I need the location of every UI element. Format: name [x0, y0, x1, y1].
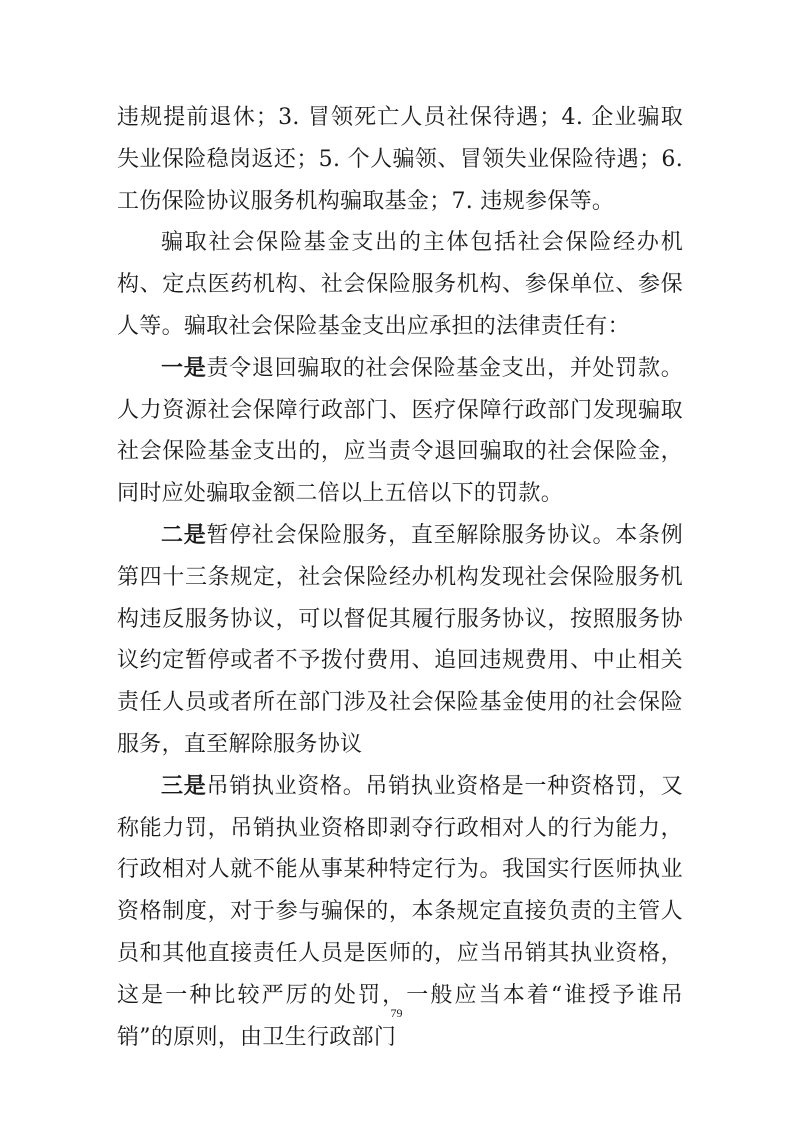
- paragraph-4: [117, 515, 683, 766]
- paragraph-5-text: 吊销执业资格。吊销执业资格是一种资格罚，又称能力罚，吊销执业资格即剥夺行政相对人的行为能力，行政相对人就不能从事某种特定行为。我国实行医师执业资格制度，对于参与骗保的，本条规定直接负责的主管人员和其他直接责任人员是医师的，应当吊销其执业资格，这是一种比较严厉的处罚，一般应当本着“谁授予谁吊销”的原则，由卫生行政部门: [117, 773, 683, 1050]
- paragraph-3-lead: 一是: [161, 354, 207, 381]
- paragraph-2: [117, 222, 683, 347]
- paragraph-2-text: 骗取社会保险基金支出的主体包括社会保险经办机构、定点医药机构、社会保险服务机构、参保单位、参保人等。骗取社会保险基金支出应承担的法律责任有：: [117, 230, 683, 339]
- paragraph-4-text: 暂停社会保险服务，直至解除服务协议。本条例第四十三条规定，社会保险经办机构发现社会保险服务机构违反服务协议，可以督促其履行服务协议，按照服务协议约定暂停或者不予拨付费用、追回违规费用、中止相关责任人员或者所在部门涉及社会保险基金使用的社会保险服务，直至解除服务协议: [117, 522, 683, 757]
- paragraph-4-lead: 二是: [161, 521, 207, 548]
- body-text: [117, 97, 683, 1058]
- paragraph-3: [117, 348, 683, 515]
- page-number: 79: [390, 1006, 403, 1020]
- paragraph-1: [117, 97, 683, 222]
- paragraph-1-text: 违规提前退休；3. 冒领死亡人员社保待遇；4. 企业骗取失业保险稳岗返还；5. 个人骗领、冒领失业保险待遇；6. 工伤保险协议服务机构骗取基金；7. 违规参保等。: [117, 105, 683, 214]
- paragraph-5-lead: 三是: [161, 772, 207, 799]
- paragraph-3-text: 责令退回骗取的社会保险基金支出，并处罚款。人力资源社会保障行政部门、医疗保障行政部门发现骗取社会保险基金支出的，应当责令退回骗取的社会保险金，同时应处骗取金额二倍以上五倍以下的罚款。: [117, 355, 683, 507]
